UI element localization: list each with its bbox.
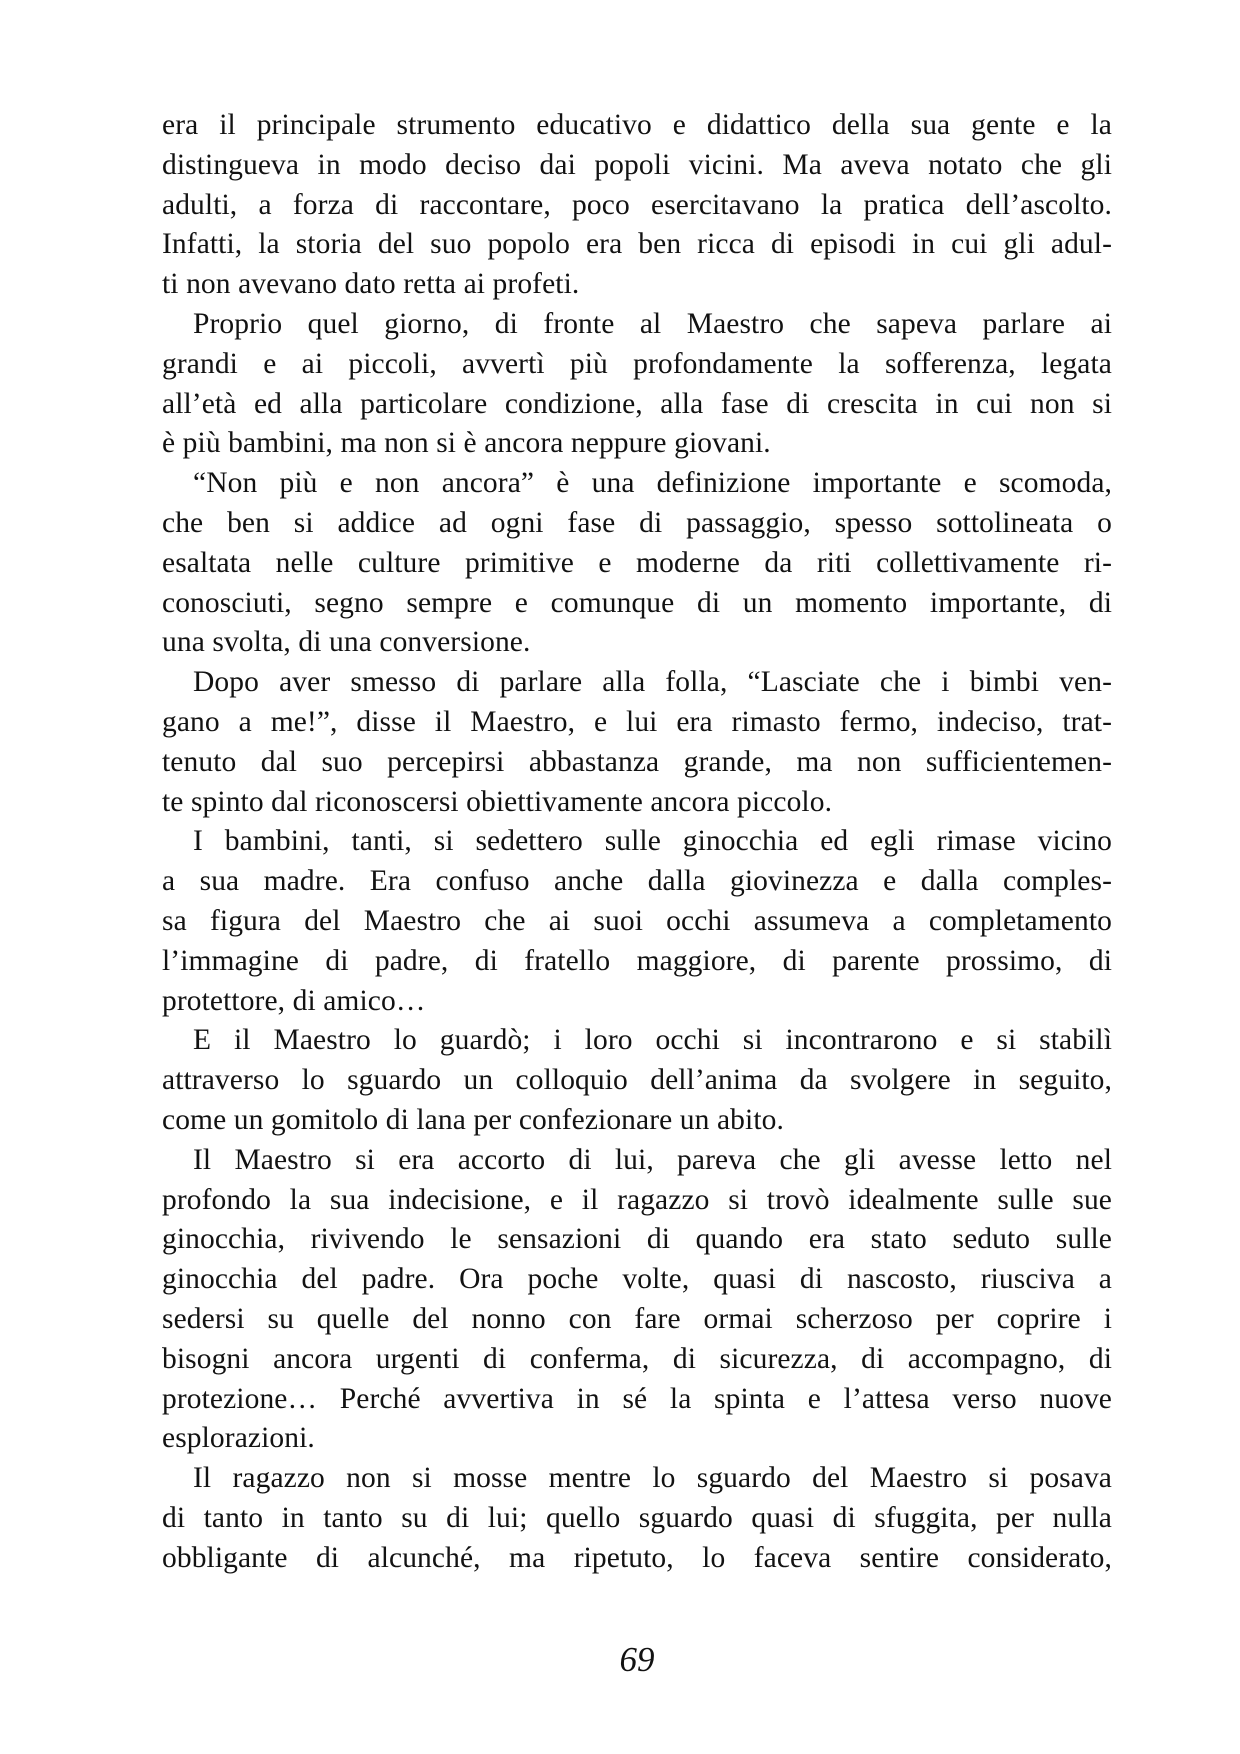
- text-line: protezione… Perché avvertiva in sé la spinta e l’attesa verso nuove: [162, 1382, 1112, 1415]
- text-line: l’immagine di padre, di fratello maggiore, di parente prossimo, di: [162, 944, 1112, 977]
- text-line: profondo la sua indecisione, e il ragazzo si trovò idealmente sulle sue: [162, 1183, 1112, 1216]
- text-line: ginocchia, rivivendo le sensazioni di quando era stato seduto sulle: [162, 1223, 1112, 1256]
- text-line: a sua madre. Era confuso anche dalla giovinezza e dalla comples-: [162, 865, 1112, 898]
- text-line: protettore, di amico…: [162, 984, 426, 1017]
- text-line: Infatti, la storia del suo popolo era ben ricca di episodi in cui gli adul-: [162, 228, 1112, 261]
- page-number: 69: [619, 1640, 655, 1679]
- text-line: grandi e ai piccoli, avvertì più profondamente la sofferenza, legata: [162, 347, 1112, 380]
- text-line: sa figura del Maestro che ai suoi occhi assumeva a completamento: [162, 904, 1112, 937]
- text-line: Proprio quel giorno, di fronte al Maestro che sapeva parlare ai: [193, 307, 1112, 340]
- text-line: esplorazioni.: [162, 1422, 315, 1455]
- text-line: Il Maestro si era accorto di lui, pareva che gli avesse letto nel: [193, 1143, 1112, 1176]
- text-line: gano a me!”, disse il Maestro, e lui era rimasto fermo, indeciso, trat-: [162, 705, 1112, 738]
- text-line: “Non più e non ancora” è una definizione importante e scomoda,: [193, 467, 1112, 500]
- text-line: una svolta, di una conversione.: [162, 626, 531, 659]
- text-line: come un gomitolo di lana per confezionare un abito.: [162, 1103, 784, 1136]
- text-line: di tanto in tanto su di lui; quello sguardo quasi di sfuggita, per nulla: [162, 1501, 1112, 1534]
- text-line: adulti, a forza di raccontare, poco esercitavano la pratica dell’ascolto.: [162, 188, 1112, 221]
- text-line: distingueva in modo deciso dai popoli vicini. Ma aveva notato che gli: [162, 148, 1112, 181]
- text-line: che ben si addice ad ogni fase di passaggio, spesso sottolineata o: [162, 506, 1112, 539]
- text-line: E il Maestro lo guardò; i loro occhi si incontrarono e si stabilì: [193, 1024, 1112, 1057]
- text-line: I bambini, tanti, si sedettero sulle ginocchia ed egli rimase vicino: [193, 825, 1112, 858]
- text-line: conosciuti, segno sempre e comunque di un momento importante, di: [162, 586, 1112, 619]
- text-line: all’età ed alla particolare condizione, alla fase di crescita in cui non si: [162, 387, 1112, 420]
- text-line: è più bambini, ma non si è ancora neppure giovani.: [162, 427, 771, 460]
- text-column: [162, 106, 1112, 1578]
- text-line: ti non avevano dato retta ai profeti.: [162, 268, 580, 301]
- text-line: bisogni ancora urgenti di conferma, di sicurezza, di accompagno, di: [162, 1342, 1112, 1375]
- text-line: ginocchia del padre. Ora poche volte, quasi di nascosto, riusciva a: [162, 1263, 1112, 1296]
- text-line: tenuto dal suo percepirsi abbastanza grande, ma non sufficientemen-: [162, 745, 1112, 778]
- text-line: attraverso lo sguardo un colloquio dell’anima da svolgere in seguito,: [162, 1064, 1112, 1097]
- text-line: Dopo aver smesso di parlare alla folla, “Lasciate che i bimbi ven-: [193, 666, 1112, 699]
- text-line: esaltata nelle culture primitive e moderne da riti collettivamente ri-: [162, 546, 1112, 579]
- text-line: te spinto dal riconoscersi obiettivamente ancora piccolo.: [162, 785, 833, 818]
- text-line: Il ragazzo non si mosse mentre lo sguardo del Maestro si posava: [193, 1462, 1112, 1495]
- text-line: sedersi su quelle del nonno con fare ormai scherzoso per coprire i: [162, 1302, 1112, 1335]
- text-line: era il principale strumento educativo e didattico della sua gente e la: [162, 109, 1112, 141]
- text-line: obbligante di alcunché, ma ripetuto, lo faceva sentire considerato,: [162, 1541, 1112, 1574]
